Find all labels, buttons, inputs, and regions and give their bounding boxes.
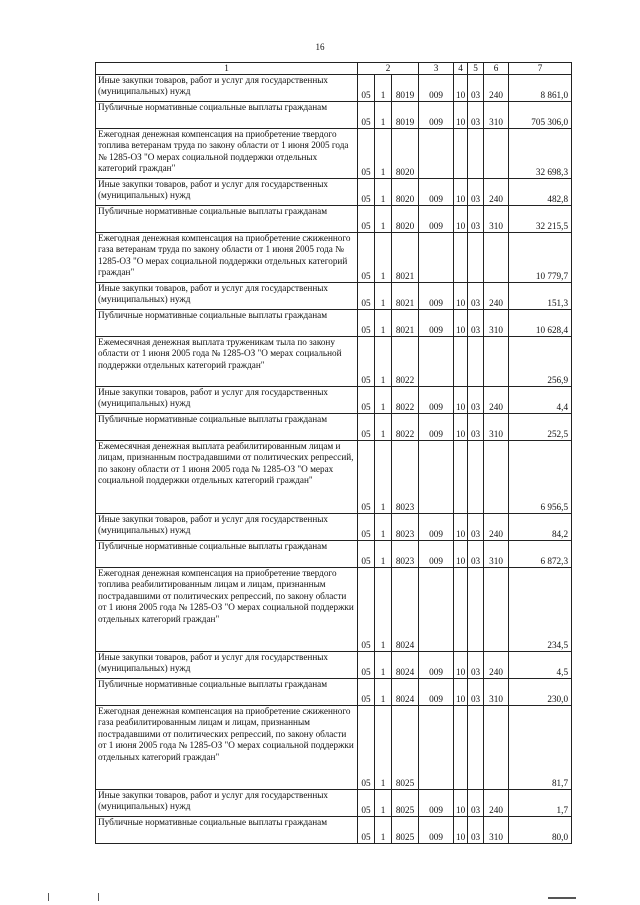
row-code-c6: 03 [468,179,484,206]
row-description: Ежегодная денежная компенсация на приобретение сжиженного газа ветеранам труда по закону области от 1 июня 2005 года № 1285-ОЗ "О мерах социальной поддержки отдельных категорий граждан" [96,233,358,283]
row-code-c1: 05 [358,179,375,206]
footer-scan-mark [548,897,576,899]
table-row [96,283,572,310]
row-amount: 8 861,0 [509,75,572,102]
row-code-c5: 10 [454,514,468,541]
row-code-c7: 240 [484,179,509,206]
table-row [96,441,572,514]
row-code-c6: 03 [468,102,484,129]
row-code-c3: 8025 [392,790,419,817]
footer-scan-tick [98,893,99,901]
row-code-c7: 310 [484,679,509,706]
row-code-c4: 009 [419,514,454,541]
row-code-c4 [419,706,454,790]
header-cell: 7 [509,63,572,75]
row-amount: 256,9 [509,337,572,387]
row-code-c5: 10 [454,283,468,310]
row-description: Публичные нормативные социальные выплаты гражданам [96,102,358,129]
row-code-c2: 1 [375,233,392,283]
row-description: Иные закупки товаров, работ и услуг для государственных (муниципальных) нужд [96,387,358,414]
header-cell: 5 [468,63,484,75]
row-amount: 230,0 [509,679,572,706]
row-code-c6: 03 [468,514,484,541]
row-code-c5 [454,441,468,514]
row-description: Иные закупки товаров, работ и услуг для государственных (муниципальных) нужд [96,283,358,310]
row-code-c4: 009 [419,387,454,414]
row-code-c4: 009 [419,541,454,568]
row-code-c3: 8021 [392,233,419,283]
table-body [96,75,572,844]
row-code-c6 [468,337,484,387]
row-code-c5: 10 [454,310,468,337]
header-cell: 3 [419,63,454,75]
row-code-c4: 009 [419,102,454,129]
row-code-c3: 8024 [392,652,419,679]
row-code-c2: 1 [375,283,392,310]
row-code-c7 [484,337,509,387]
row-code-c3: 8021 [392,310,419,337]
row-code-c6: 03 [468,75,484,102]
row-code-c4: 009 [419,679,454,706]
row-amount: 32 698,3 [509,129,572,179]
row-code-c2: 1 [375,129,392,179]
row-code-c2: 1 [375,441,392,514]
row-code-c2: 1 [375,568,392,652]
row-code-c3: 8020 [392,179,419,206]
row-code-c7 [484,441,509,514]
table-row [96,706,572,790]
row-amount: 482,8 [509,179,572,206]
row-code-c5 [454,568,468,652]
row-description: Публичные нормативные социальные выплаты гражданам [96,206,358,233]
row-code-c7: 240 [484,283,509,310]
row-code-c6: 03 [468,541,484,568]
table-row [96,514,572,541]
row-code-c4 [419,568,454,652]
row-description: Ежегодная денежная компенсация на приобретение твердого топлива ветеранам труда по закону области от 1 июня 2005 года № 1285-ОЗ "О мерах социальной поддержки отдельных категорий граждан" [96,129,358,179]
row-description: Иные закупки товаров, работ и услуг для государственных (муниципальных) нужд [96,652,358,679]
row-code-c4: 009 [419,790,454,817]
table-row [96,679,572,706]
table-row [96,102,572,129]
row-amount: 1,7 [509,790,572,817]
table-row [96,75,572,102]
row-amount: 4,5 [509,652,572,679]
row-code-c7: 240 [484,652,509,679]
footer-scan-tick [48,893,49,901]
row-code-c6 [468,706,484,790]
table-row [96,652,572,679]
row-code-c2: 1 [375,679,392,706]
row-code-c2: 1 [375,310,392,337]
row-code-c5: 10 [454,206,468,233]
row-code-c5: 10 [454,414,468,441]
table-row [96,541,572,568]
row-code-c3: 8023 [392,541,419,568]
row-code-c2: 1 [375,206,392,233]
row-code-c3: 8019 [392,75,419,102]
row-code-c5 [454,706,468,790]
row-code-c1: 05 [358,790,375,817]
row-code-c1: 05 [358,233,375,283]
row-code-c5 [454,129,468,179]
row-code-c5: 10 [454,75,468,102]
row-code-c7: 310 [484,414,509,441]
row-code-c5: 10 [454,790,468,817]
row-code-c3: 8021 [392,283,419,310]
row-amount: 84,2 [509,514,572,541]
row-description: Иные закупки товаров, работ и услуг для государственных (муниципальных) нужд [96,179,358,206]
row-code-c7: 310 [484,817,509,844]
row-code-c3: 8019 [392,102,419,129]
row-code-c1: 05 [358,75,375,102]
row-code-c3: 8022 [392,387,419,414]
row-code-c2: 1 [375,75,392,102]
row-code-c3: 8022 [392,414,419,441]
row-code-c6: 03 [468,206,484,233]
row-amount: 80,0 [509,817,572,844]
row-code-c7 [484,568,509,652]
row-code-c7: 240 [484,790,509,817]
row-code-c7 [484,233,509,283]
row-description: Иные закупки товаров, работ и услуг для государственных (муниципальных) нужд [96,790,358,817]
row-amount: 81,7 [509,706,572,790]
table-row [96,387,572,414]
row-code-c5: 10 [454,541,468,568]
row-code-c1: 05 [358,129,375,179]
row-code-c5: 10 [454,652,468,679]
row-code-c3: 8020 [392,206,419,233]
row-amount: 151,3 [509,283,572,310]
budget-table [95,62,572,844]
table-row [96,337,572,387]
row-code-c4 [419,337,454,387]
row-code-c4: 009 [419,206,454,233]
row-code-c3: 8023 [392,441,419,514]
row-code-c7: 240 [484,75,509,102]
row-code-c4: 009 [419,310,454,337]
row-code-c6 [468,233,484,283]
row-code-c2: 1 [375,706,392,790]
row-description: Ежемесячная денежная выплата труженикам тыла по закону области от 1 июня 2005 года № 1285-ОЗ "О мерах социальной поддержки отдельных категорий граждан" [96,337,358,387]
row-code-c1: 05 [358,679,375,706]
row-description: Ежегодная денежная компенсация на приобретение сжиженного газа реабилитированным лицам и лицам, признанным пострадавшими от политических репрессий, по закону области от 1 июня 2005 года № 1285-ОЗ "О мерах социальной поддержки отдельных категорий граждан" [96,706,358,790]
row-description: Иные закупки товаров, работ и услуг для государственных (муниципальных) нужд [96,514,358,541]
table-row [96,414,572,441]
row-code-c6: 03 [468,817,484,844]
row-code-c7 [484,706,509,790]
row-code-c2: 1 [375,337,392,387]
table-row [96,179,572,206]
table-row [96,310,572,337]
row-code-c4: 009 [419,283,454,310]
header-cell: 2 [358,63,419,75]
table-row [96,790,572,817]
row-code-c2: 1 [375,541,392,568]
row-code-c2: 1 [375,179,392,206]
row-code-c2: 1 [375,414,392,441]
row-code-c3: 8024 [392,679,419,706]
table-header-row [96,63,572,75]
row-code-c1: 05 [358,337,375,387]
row-code-c6: 03 [468,679,484,706]
row-code-c3: 8022 [392,337,419,387]
row-code-c3: 8025 [392,706,419,790]
row-code-c5 [454,233,468,283]
row-description: Публичные нормативные социальные выплаты гражданам [96,817,358,844]
row-code-c2: 1 [375,790,392,817]
row-code-c6 [468,441,484,514]
row-code-c3: 8023 [392,514,419,541]
table-row [96,206,572,233]
row-code-c1: 05 [358,706,375,790]
row-code-c6: 03 [468,652,484,679]
row-code-c4 [419,441,454,514]
row-code-c4: 009 [419,414,454,441]
row-code-c1: 05 [358,541,375,568]
row-description: Ежегодная денежная компенсация на приобретение твердого топлива реабилитированным лицам и лицам, признанным пострадавшими от политических репрессий, по закону области от 1 июня 2005 года № 1285-ОЗ "О мерах социальной поддержки отдельных категорий граждан" [96,568,358,652]
row-amount: 6 872,3 [509,541,572,568]
row-code-c1: 05 [358,283,375,310]
row-amount: 10 628,4 [509,310,572,337]
row-code-c4: 009 [419,179,454,206]
row-amount: 4,4 [509,387,572,414]
row-code-c1: 05 [358,568,375,652]
row-code-c6: 03 [468,310,484,337]
row-amount: 6 956,5 [509,441,572,514]
table-row [96,129,572,179]
row-code-c3: 8020 [392,129,419,179]
row-code-c6: 03 [468,283,484,310]
header-cell: 1 [96,63,358,75]
row-code-c2: 1 [375,817,392,844]
row-code-c6: 03 [468,790,484,817]
row-code-c6 [468,129,484,179]
row-amount: 705 306,0 [509,102,572,129]
row-code-c7 [484,129,509,179]
row-code-c2: 1 [375,514,392,541]
row-code-c1: 05 [358,206,375,233]
row-code-c3: 8025 [392,817,419,844]
row-amount: 10 779,7 [509,233,572,283]
row-code-c5: 10 [454,679,468,706]
row-description: Иные закупки товаров, работ и услуг для государственных (муниципальных) нужд [96,75,358,102]
row-code-c1: 05 [358,514,375,541]
row-code-c6 [468,568,484,652]
row-code-c5: 10 [454,387,468,414]
header-cell: 4 [454,63,468,75]
row-code-c4: 009 [419,652,454,679]
row-code-c4 [419,129,454,179]
row-code-c1: 05 [358,310,375,337]
row-code-c2: 1 [375,387,392,414]
row-code-c1: 05 [358,652,375,679]
row-code-c7: 310 [484,102,509,129]
row-code-c2: 1 [375,652,392,679]
row-amount: 32 215,5 [509,206,572,233]
row-description: Ежемесячная денежная выплата реабилитированным лицам и лицам, признанным пострадавшими от политических репрессий, по закону области от 1 июня 2005 года № 1285-ОЗ "О мерах социальной поддержки отдельных категорий граждан" [96,441,358,514]
row-code-c1: 05 [358,414,375,441]
row-code-c7: 240 [484,387,509,414]
row-code-c5 [454,337,468,387]
row-code-c4: 009 [419,817,454,844]
row-code-c7: 310 [484,310,509,337]
row-code-c4: 009 [419,75,454,102]
table-row [96,817,572,844]
row-description: Публичные нормативные социальные выплаты гражданам [96,414,358,441]
row-code-c5: 10 [454,817,468,844]
row-code-c1: 05 [358,441,375,514]
row-code-c3: 8024 [392,568,419,652]
row-amount: 252,5 [509,414,572,441]
row-description: Публичные нормативные социальные выплаты гражданам [96,541,358,568]
row-code-c2: 1 [375,102,392,129]
page-number: 16 [315,42,325,52]
row-description: Публичные нормативные социальные выплаты гражданам [96,310,358,337]
row-code-c6: 03 [468,387,484,414]
row-code-c7: 240 [484,514,509,541]
row-code-c7: 310 [484,206,509,233]
row-code-c5: 10 [454,179,468,206]
row-code-c5: 10 [454,102,468,129]
table-row [96,568,572,652]
row-amount: 234,5 [509,568,572,652]
row-code-c6: 03 [468,414,484,441]
header-cell: 6 [484,63,509,75]
row-description: Публичные нормативные социальные выплаты гражданам [96,679,358,706]
table-row [96,233,572,283]
row-code-c4 [419,233,454,283]
row-code-c1: 05 [358,102,375,129]
row-code-c7: 310 [484,541,509,568]
row-code-c1: 05 [358,387,375,414]
row-code-c1: 05 [358,817,375,844]
